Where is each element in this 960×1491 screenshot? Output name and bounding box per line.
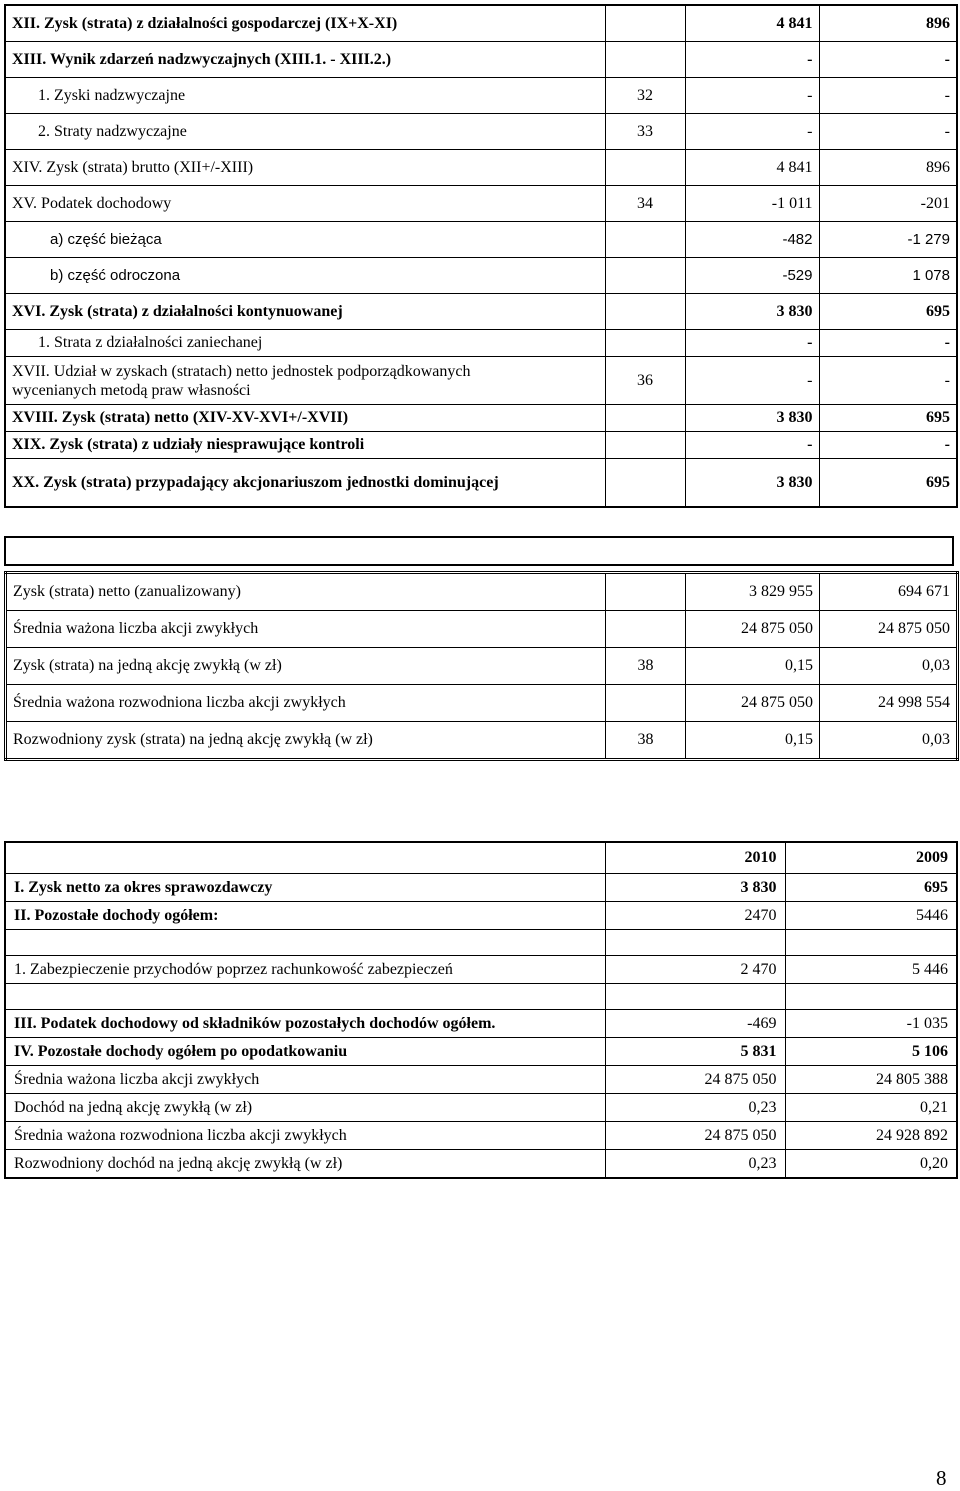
value-2010: 24 875 050 [686,611,820,648]
row-label [5,357,605,405]
value-2010: 24 875 050 [686,685,820,722]
header-empty-cell [5,842,605,874]
note-cell [605,150,685,186]
row-label: Średnia ważona liczba akcji zwykłych [6,611,606,648]
table-row [6,573,958,611]
value-2009: 5 446 [785,956,957,984]
value-2010: 3 829 955 [686,573,820,611]
value-2009: 5 106 [785,1038,957,1066]
value-2010: -469 [605,1010,785,1038]
value-2009: 695 [819,459,957,508]
row-label: b) część odroczona [5,258,605,294]
note-cell: 38 [606,722,686,760]
value-2009: 1 078 [819,258,957,294]
value-2010: 24 875 050 [605,1122,785,1150]
value-2010: 3 830 [685,459,819,508]
earnings-per-share-table [4,571,959,761]
value-2010: 3 830 [605,874,785,902]
comprehensive-income-table [4,841,958,1179]
row-label: a) część bieżąca [5,222,605,258]
note-cell [606,611,686,648]
note-cell [605,459,685,508]
header-row [5,842,957,874]
table-row [5,357,957,405]
value-2010: - [685,330,819,357]
row-label: XVIII. Zysk (strata) netto (XIV-XV-XVI+/-XVII) [5,405,605,432]
value-2009: - [819,78,957,114]
row-label-line-1: XVII. Udział w zyskach (stratach) netto jednostek podporządkowanych [12,362,471,380]
value-2010: 0,15 [686,648,820,685]
value-2010: -482 [685,222,819,258]
note-cell [605,42,685,78]
table-row [5,114,957,150]
row-label: 1. Zyski nadzwyczajne [5,78,605,114]
spacer-cell [5,984,605,1010]
row-label: Rozwodniony zysk (strata) na jedną akcję zwykłą (w zł) [6,722,606,760]
value-2009: - [819,432,957,459]
value-2009: 695 [819,294,957,330]
note-cell [605,405,685,432]
value-2010: - [685,357,819,405]
value-2009: 24 998 554 [820,685,958,722]
value-2009: 694 671 [820,573,958,611]
value-2010: - [685,78,819,114]
table-row [6,685,958,722]
table-row [5,330,957,357]
value-2009: 896 [819,5,957,42]
row-label: XII. Zysk (strata) z działalności gospodarczej (IX+X-XI) [5,5,605,42]
value-2010: 0,23 [605,1094,785,1122]
row-label: II. Pozostałe dochody ogółem: [5,902,605,930]
column-header-2010: 2010 [605,842,785,874]
value-2010: 2 470 [605,956,785,984]
note-cell [605,432,685,459]
value-2010: - [685,432,819,459]
row-label: XIX. Zysk (strata) z udziały niesprawujące kontroli [5,432,605,459]
spacer-cell [785,984,957,1010]
table-row [5,258,957,294]
row-label: XV. Podatek dochodowy [5,186,605,222]
value-2009: - [819,114,957,150]
value-2010: 24 875 050 [605,1066,785,1094]
table-row [5,956,957,984]
value-2009: - [819,42,957,78]
table-row [6,611,958,648]
value-2009: 0,21 [785,1094,957,1122]
spacer-row [5,984,957,1010]
value-2010: 0,15 [686,722,820,760]
value-2009: 0,03 [820,722,958,760]
value-2009: 5446 [785,902,957,930]
column-header-2009: 2009 [785,842,957,874]
table-row [5,294,957,330]
row-label: Średnia ważona rozwodniona liczba akcji zwykłych [5,1122,605,1150]
value-2010: 4 841 [685,150,819,186]
row-label-line-2: wycenianych metodą praw własności [12,381,251,399]
value-2009: 0,03 [820,648,958,685]
table-row [5,1094,957,1122]
table-row [5,186,957,222]
row-label: Zysk (strata) netto (zanualizowany) [6,573,606,611]
note-cell [605,294,685,330]
row-label: Rozwodniony dochód na jedną akcję zwykłą (w zł) [5,1150,605,1179]
value-2010: 2470 [605,902,785,930]
table-row [5,1150,957,1179]
spacer-cell [785,930,957,956]
spacer-cell [5,930,605,956]
row-label: 1. Strata z działalności zaniechanej [5,330,605,357]
note-cell: 36 [605,357,685,405]
table-row [5,222,957,258]
value-2009: 24 928 892 [785,1122,957,1150]
note-cell: 33 [605,114,685,150]
value-2010: 0,23 [605,1150,785,1179]
value-2010: - [685,42,819,78]
table-row [5,902,957,930]
row-label: XVI. Zysk (strata) z działalności kontynuowanej [5,294,605,330]
table-row [5,42,957,78]
note-cell [605,258,685,294]
value-2009: 896 [819,150,957,186]
value-2009: 695 [819,405,957,432]
value-2010: 4 841 [685,5,819,42]
value-2010: 5 831 [605,1038,785,1066]
value-2009: 24 875 050 [820,611,958,648]
table-row [5,1122,957,1150]
table-row [5,432,957,459]
table-row [5,150,957,186]
row-label: I. Zysk netto za okres sprawozdawczy [5,874,605,902]
row-label: III. Podatek dochodowy od składników pozostałych dochodów ogółem. [5,1010,605,1038]
value-2009: - [819,357,957,405]
note-cell: 32 [605,78,685,114]
note-cell [605,222,685,258]
value-2010: -529 [685,258,819,294]
note-cell [606,685,686,722]
note-cell: 38 [606,648,686,685]
row-label: Średnia ważona rozwodniona liczba akcji zwykłych [6,685,606,722]
table-row [6,648,958,685]
value-2009: -1 279 [819,222,957,258]
row-label: Średnia ważona liczba akcji zwykłych [5,1066,605,1094]
table-row [6,722,958,760]
table-row [5,1038,957,1066]
spacer-cell [605,984,785,1010]
empty-separator-box [4,536,954,566]
row-label: 2. Straty nadzwyczajne [5,114,605,150]
note-cell [605,5,685,42]
table-row [5,5,957,42]
row-label: XIV. Zysk (strata) brutto (XII+/-XIII) [5,150,605,186]
value-2009: -1 035 [785,1010,957,1038]
value-2009: 24 805 388 [785,1066,957,1094]
row-label: Zysk (strata) na jedną akcję zwykłą (w zł) [6,648,606,685]
table-row [5,1010,957,1038]
value-2009: - [819,330,957,357]
table-row [5,459,957,508]
value-2009: 0,20 [785,1150,957,1179]
value-2009: -201 [819,186,957,222]
row-label: XX. Zysk (strata) przypadający akcjonariuszom jednostki dominującej [5,459,605,508]
row-label: IV. Pozostałe dochody ogółem po opodatkowaniu [5,1038,605,1066]
table-row [5,874,957,902]
spacer-row [5,930,957,956]
value-2010: -1 011 [685,186,819,222]
page-number: 8 [936,1466,947,1490]
value-2009: 695 [785,874,957,902]
row-label: Dochód na jedną akcję zwykłą (w zł) [5,1094,605,1122]
value-2010: - [685,114,819,150]
income-statement-table [4,4,958,508]
note-cell: 34 [605,186,685,222]
table-row [5,78,957,114]
note-cell [605,330,685,357]
value-2010: 3 830 [685,294,819,330]
table-row [5,405,957,432]
row-label: XIII. Wynik zdarzeń nadzwyczajnych (XIII.1. - XIII.2.) [5,42,605,78]
spacer-cell [605,930,785,956]
value-2010: 3 830 [685,405,819,432]
note-cell [606,573,686,611]
row-label: 1. Zabezpieczenie przychodów poprzez rachunkowość zabezpieczeń [5,956,605,984]
table-row [5,1066,957,1094]
